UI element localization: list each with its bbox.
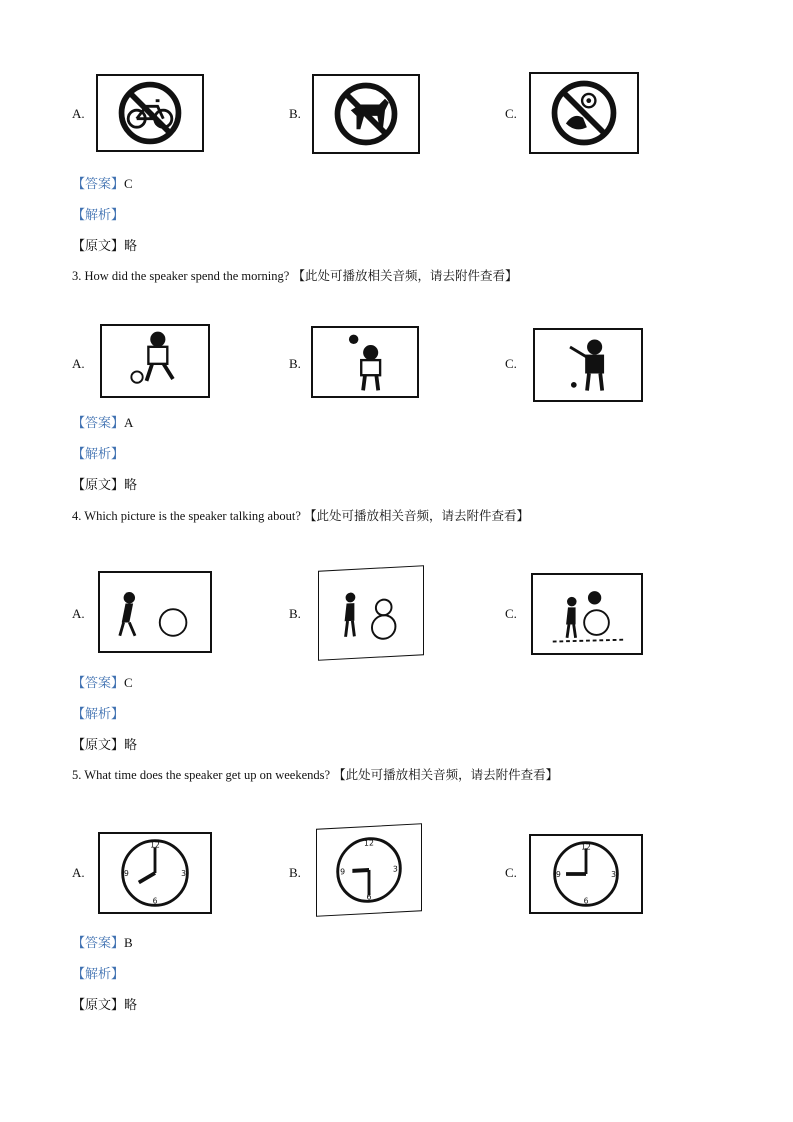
option-b-label: B.	[289, 865, 301, 880]
question-4: 4. Which picture is the speaker talking about? 【此处可播放相关音频，请去附件查看】	[72, 509, 530, 523]
analysis-label: 【解析】	[72, 446, 125, 461]
original-value: 略	[124, 997, 138, 1012]
answer-label: 【答案】	[72, 176, 125, 191]
clock-six-fifteen-icon	[316, 823, 422, 917]
svg-text:9: 9	[124, 868, 129, 878]
svg-text:3: 3	[611, 869, 616, 879]
svg-text:6: 6	[366, 892, 372, 902]
svg-text:12: 12	[364, 838, 374, 848]
answer-label: 【答案】	[72, 935, 125, 950]
svg-text:12: 12	[581, 842, 591, 852]
original-value: 略	[124, 737, 138, 752]
no-picking-flowers-sign-icon	[529, 72, 639, 154]
option-c-label: C.	[505, 606, 517, 621]
option-a-label: A.	[72, 106, 85, 121]
option-c-label: C.	[505, 865, 517, 880]
question-5: 5. What time does the speaker get up on weekends? 【此处可播放相关音频，请去附件查看】	[72, 768, 559, 782]
boy-building-snowman-icon	[531, 573, 643, 655]
svg-text:9: 9	[340, 867, 346, 877]
analysis-label: 【解析】	[72, 966, 125, 981]
option-a-label: A.	[72, 356, 85, 371]
answer-value: B	[124, 935, 133, 950]
clock-nine-oclock-icon	[529, 834, 643, 914]
option-c-label: C.	[505, 106, 517, 121]
boy-playing-football-icon	[100, 324, 210, 398]
option-b-label: B.	[289, 356, 301, 371]
audio-note: 【此处可播放相关音频，请去附件查看】	[292, 269, 518, 283]
no-bicycle-sign-icon	[96, 74, 204, 152]
audio-note: 【此处可播放相关音频，请去附件查看】	[304, 509, 530, 523]
boy-playing-tennis-icon	[311, 326, 419, 398]
original-label: 【原文】	[72, 997, 125, 1012]
svg-text:9: 9	[556, 869, 561, 879]
answer-label: 【答案】	[72, 675, 125, 690]
option-b-label: B.	[289, 106, 301, 121]
svg-text:6: 6	[152, 896, 158, 906]
analysis-label: 【解析】	[72, 706, 125, 721]
clock-eight-oclock-icon	[98, 832, 212, 914]
girl-snowman-icon	[318, 565, 424, 661]
original-label: 【原文】	[72, 477, 125, 492]
audio-note: 【此处可播放相关音频，请去附件查看】	[333, 768, 559, 782]
option-a-label: A.	[72, 865, 85, 880]
svg-text:3: 3	[181, 868, 186, 878]
option-b-label: B.	[289, 606, 301, 621]
option-c-label: C.	[505, 356, 517, 371]
answer-value: C	[124, 176, 133, 191]
boy-playing-golf-icon	[533, 328, 643, 402]
original-value: 略	[124, 477, 138, 492]
original-label: 【原文】	[72, 737, 125, 752]
original-value: 略	[124, 238, 138, 253]
girl-snowball-icon	[98, 571, 212, 653]
answer-value: C	[124, 675, 133, 690]
svg-text:6: 6	[583, 896, 589, 906]
no-dog-sign-icon	[312, 74, 420, 154]
option-a-label: A.	[72, 606, 85, 621]
analysis-label: 【解析】	[72, 207, 125, 222]
answer-label: 【答案】	[72, 415, 125, 430]
original-label: 【原文】	[72, 238, 125, 253]
question-3: 3. How did the speaker spend the morning? 【此处可播放相关音频，请去附件查看】	[72, 269, 518, 283]
svg-text:12: 12	[150, 840, 160, 850]
answer-value: A	[124, 415, 134, 430]
svg-text:3: 3	[392, 864, 398, 874]
